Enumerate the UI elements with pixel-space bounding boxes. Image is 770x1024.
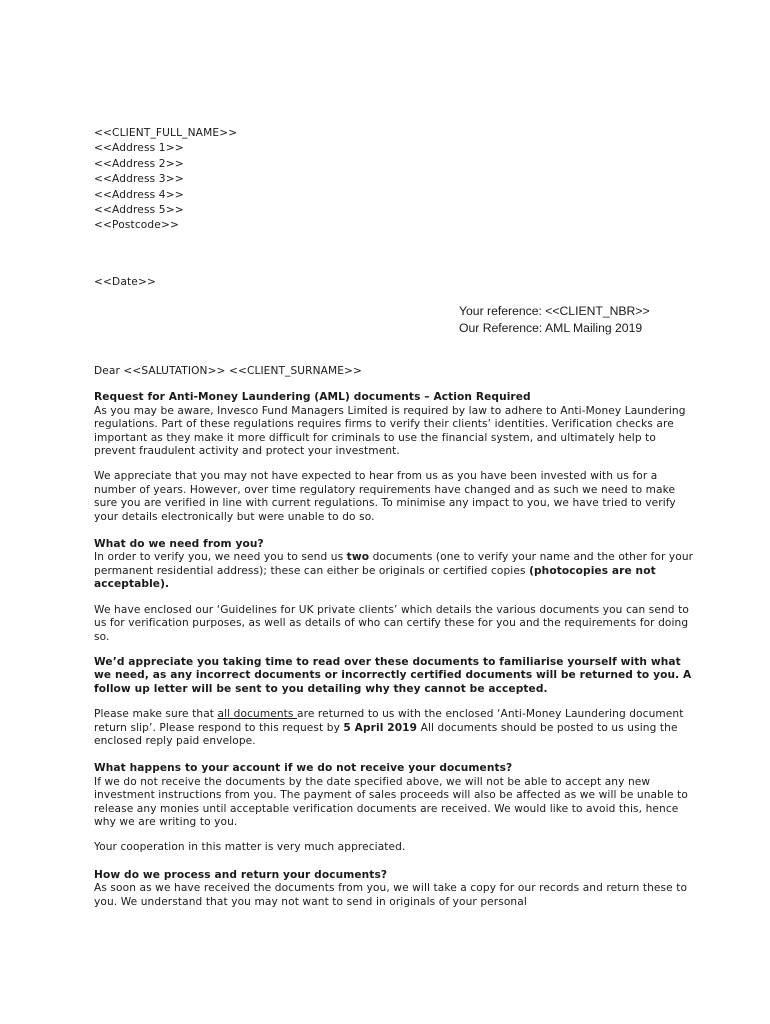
reference-block bbox=[459, 303, 650, 337]
text-segment: are returned to us with the enclosed ‘Anti-Money Laundering document return slip’. Please respond to this request by bbox=[94, 708, 684, 734]
paragraph-document-requirements bbox=[94, 551, 694, 591]
address-line-1: <<Address 1>> bbox=[94, 142, 184, 155]
paragraph-return-slip bbox=[94, 708, 694, 748]
address-line-4: <<Address 4>> bbox=[94, 188, 184, 201]
letter-body bbox=[94, 365, 694, 909]
text-segment: Please make sure that bbox=[94, 708, 218, 721]
heading-account-impact: What happens to your account if we do not receive your documents? bbox=[94, 762, 513, 775]
heading-process-documents: How do we process and return your documents? bbox=[94, 868, 388, 881]
paragraph-guidelines: We have enclosed our ‘Guidelines for UK private clients’ which details the various documents you can send to us for verification purposes, as well as details of who can certify these for you and the requirements for doing so. bbox=[94, 603, 689, 643]
text-segment: documents (one to verify your name and the other for your permanent residential address); these can either be originals or certified copies bbox=[94, 551, 694, 577]
address-line-5: <<Address 5>> bbox=[94, 204, 184, 217]
postcode: <<Postcode>> bbox=[94, 219, 180, 232]
letter-date: <<Date>> bbox=[94, 276, 157, 288]
heading-what-we-need: What do we need from you? bbox=[94, 538, 264, 551]
address-line-3: <<Address 3>> bbox=[94, 173, 184, 186]
paragraph-background: We appreciate that you may not have expected to hear from us as you have been invested with us for a number of years. However, over time regulatory requirements have changed and as such we need to make sure you are verified in line with current regulations. To minimise any impact to you, we have tried to verify your details electronically but were unable to do so. bbox=[94, 470, 676, 523]
paragraph-process-documents: As soon as we have received the documents from you, we will take a copy for our records and return these to you. We understand that you may not want to send in originals of your personal bbox=[94, 882, 688, 908]
paragraph-regulations: As you may be aware, Invesco Fund Managers Limited is required by law to adhere to Anti-Money Laundering regulations. Part of these regulations requires firms to verify their clients’ identities. Verification checks are important as they make it more difficult for criminals to use the financial system, and ultimately help to prevent fraudulent activity and protect your investment. bbox=[94, 404, 686, 458]
paragraph-read-documents: We’d appreciate you taking time to read over these documents to familiarise yourself with what we need, as any incorrect documents or incorrectly certified documents will be returned to you. A follow up letter will be sent to you detailing why they cannot be accepted. bbox=[94, 655, 692, 695]
client-full-name: <<CLIENT_FULL_NAME>> bbox=[94, 127, 238, 139]
emphasis-two: two bbox=[346, 551, 370, 564]
salutation: Dear <<SALUTATION>> <<CLIENT_SURNAME>> bbox=[94, 365, 362, 377]
paragraph-account-impact: If we do not receive the documents by the date specified above, we will not be able to accept any new investment instructions from you. The payment of sales proceeds will also be affected as we will be unable to release any monies until acceptable verification documents are received. We would like to avoid this, hence why we are writing to you. bbox=[94, 775, 688, 828]
letter-subject: Request for Anti-Money Laundering (AML) documents – Action Required bbox=[94, 391, 531, 404]
your-reference: Your reference: <<CLIENT_NBR>> bbox=[459, 304, 650, 318]
recipient-address-block bbox=[94, 126, 237, 234]
address-line-2: <<Address 2>> bbox=[94, 157, 184, 170]
emphasis-photocopies: (photocopies are not acceptable). bbox=[94, 564, 656, 591]
our-reference: Our Reference: AML Mailing 2019 bbox=[459, 321, 643, 335]
deadline-date: 5 April 2019 bbox=[343, 721, 418, 734]
paragraph-cooperation: Your cooperation in this matter is very much appreciated. bbox=[94, 841, 406, 854]
text-segment: All documents should be posted to us using the enclosed reply paid envelope. bbox=[94, 721, 678, 747]
text-segment: In order to verify you, we need you to send us bbox=[94, 551, 347, 564]
underlined-all-documents: all documents bbox=[217, 708, 298, 721]
